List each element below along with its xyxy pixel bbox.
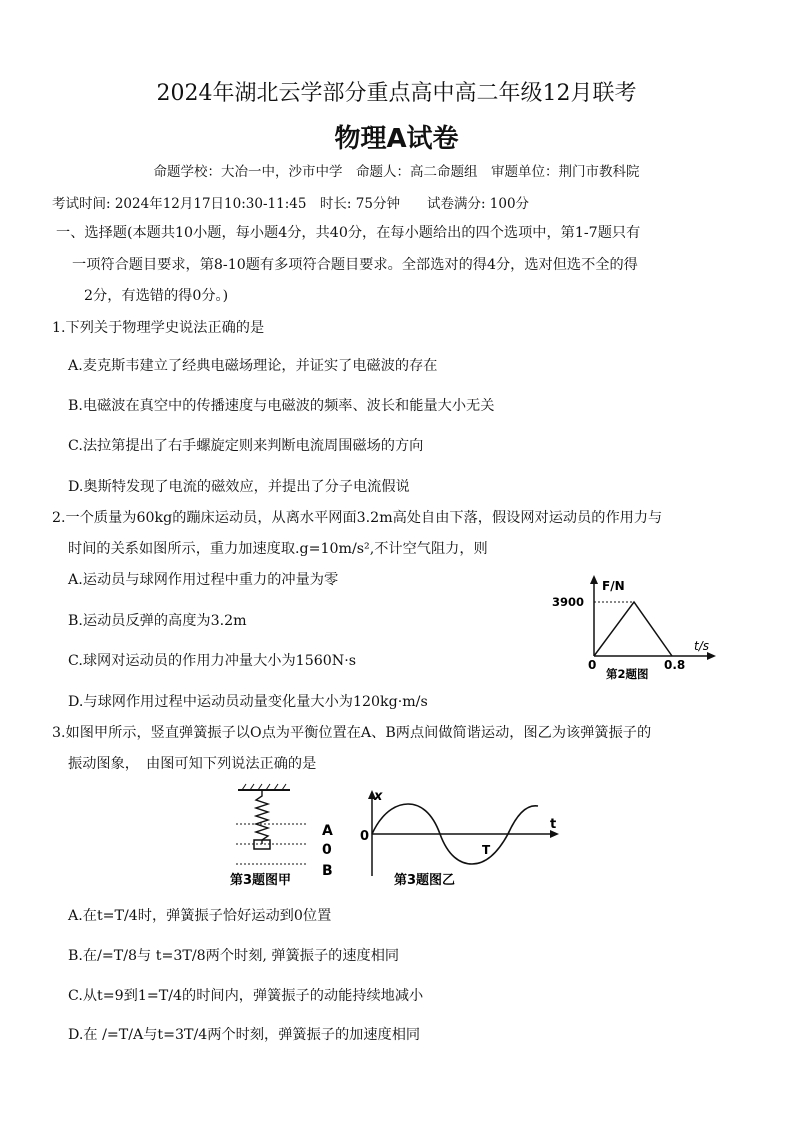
q3-option-c: C.从t=9到1=T/4的时间内，弹簧振子的动能持续地减小 [68, 988, 424, 1004]
q1-option-b: B.电磁波在真空中的传播速度与电磁波的频率、波长和能量大小无关 [68, 398, 495, 414]
q2-origin-label: 0 [588, 658, 597, 672]
q1-option-c: C.法拉第提出了右手螺旋定则来判断电流周围磁场的方向 [68, 438, 424, 454]
q2-y-arrow [590, 575, 598, 584]
q3-origin-label: 0 [360, 829, 370, 844]
q2-stem-line2: 时间的关系如图所示，重力加速度取.g=10m/s²,不计空气阻力，则 [68, 541, 488, 557]
q2-force-curve [594, 602, 672, 656]
q3-label-b: B [322, 863, 333, 879]
q2-figure-caption: 第2题图 [606, 667, 649, 681]
q3-stem-line2: 振动图象， 由图可知下列说法正确的是 [68, 756, 317, 772]
q3-stem-line1: 3.如图甲所示，竖直弹簧振子以O点为平衡位置在A、B两点间做简谐运动，图乙为该弹簧振子的 [52, 725, 652, 741]
q3-option-b: B.在/=T/8与 t=3T/8两个时刻, 弹簧振子的速度相同 [68, 948, 400, 964]
q1-option-a: A.麦克斯韦建立了经典电磁场理论，并证实了电磁波的存在 [68, 358, 438, 374]
q3-label-a: A [322, 823, 333, 839]
q2-end-label: 0.8 [664, 658, 686, 672]
q2-option-b: B.运动员反弹的高度为3.2m [68, 613, 247, 629]
q3-option-a: A.在t=T/4时，弹簧振子恰好运动到0位置 [68, 908, 332, 924]
q3-period-label: T [482, 843, 491, 857]
q3-label-o: 0 [322, 842, 332, 858]
exam-info: 考试时间: 2024年12月17日10:30-11:45 时长: 75分钟 试卷满分: 100分 [52, 196, 530, 212]
exam-meta: 命题学校：大冶一中，沙市中学 命题人：高二命题组 审题单位：荆门市教科院 [153, 164, 640, 180]
subject-title: 物理A试卷 [334, 124, 459, 154]
q2-x-label: t/s [694, 639, 709, 653]
section1-line3: 2分，有选错的得0分。) [84, 288, 229, 304]
q2-y-label: F/N [602, 579, 625, 593]
q3-spring [256, 790, 268, 844]
q2-option-c: C.球网对运动员的作用力冲量大小为1560N·s [68, 653, 356, 669]
q3-figure-a-caption: 第3题图甲 [230, 873, 292, 888]
q3-x-label: t [550, 817, 557, 832]
q2-option-d: D.与球网作用过程中运动员动量变化量大小为120kg·m/s [68, 694, 428, 710]
section1-line1: 一、选择题(本题共10小题，每小题4分，共40分，在每小题给出的四个选项中，第1-7题只有 [56, 225, 641, 241]
q2-force-time-figure [548, 570, 728, 682]
q1-stem: 1.下列关于物理学史说法正确的是 [52, 320, 265, 336]
exam-title: 2024年湖北云学部分重点高中高二年级12月联考 [156, 81, 637, 106]
q3-y-label: x [374, 789, 383, 804]
q2-option-a: A.运动员与球网作用过程中重力的冲量为零 [68, 572, 339, 588]
q3-figure-b-caption: 第3题图乙 [394, 873, 456, 888]
q3-vibration-graph [356, 782, 566, 892]
q2-stem-line1: 2.一个质量为60kg的蹦床运动员，从离水平网面3.2m高处自由下落，假设网对运动员的作用力与 [52, 510, 663, 526]
q3-spring-figure [226, 782, 356, 892]
q1-option-d: D.奥斯特发现了电流的磁效应，并提出了分子电流假说 [68, 479, 410, 495]
q2-x-arrow [707, 652, 716, 660]
section1-line2: 一项符合题目要求，第8-10题有多项符合题目要求。全部选对的得4分，选对但选不全的得 [72, 257, 638, 273]
q2-peak-label: 3900 [552, 595, 585, 609]
q3-option-d: D.在 /=T/A与t=3T/4两个时刻，弹簧振子的加速度相同 [68, 1027, 421, 1043]
